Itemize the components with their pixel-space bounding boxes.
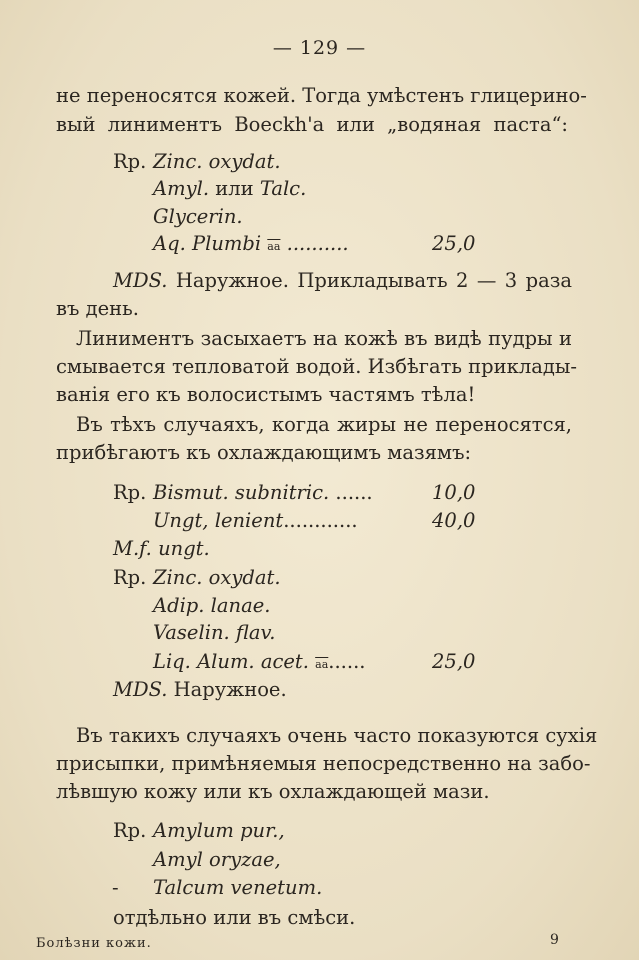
recipe-1-amount: 25,0	[432, 232, 476, 255]
recipe-4-ingredient-1: Amylum pur.,	[153, 819, 285, 842]
recipe-3-mds-line	[113, 678, 287, 702]
recipe-2-ingredient-1	[153, 481, 373, 505]
recipe-1-ingredient-2a: Amyl.	[153, 177, 210, 200]
recipe-3-mds-text: Наружное.	[173, 678, 287, 701]
recipe-1-ingredient-3: Glycerin.	[153, 205, 243, 228]
recipe-1-rp: Rp.	[113, 150, 147, 173]
paragraph-2-line-3: ванія его къ волосистымъ частямъ тѣла!	[56, 383, 476, 406]
recipe-3-ingredient-2: Adip. lanae.	[153, 594, 271, 617]
recipe-1-ingredient-1: Zinc. oxydat.	[153, 150, 281, 173]
paragraph-2-line-2: смывается тепловатой водой. Избѣгать приклады-	[56, 355, 577, 378]
recipe-3-ingredient-1: Zinc. oxydat.	[153, 566, 281, 589]
recipe-3-ingredient-4	[153, 650, 365, 677]
paragraph-1-line-1: не переносятся кожей. Тогда умѣстенъ глицерино-	[56, 84, 587, 107]
recipe-1-mds-text: Наружное. Прикладывать 2 — 3 раза	[175, 269, 572, 292]
recipe-3-amount: 25,0	[432, 650, 476, 673]
recipe-2-amount-2: 40,0	[432, 509, 476, 532]
footer-section-title: Болѣзни кожи.	[36, 936, 152, 951]
paragraph-3-line-1: Въ тѣхъ случаяхъ, когда жиры не переносятся,	[76, 413, 572, 436]
recipe-1-mds-line	[113, 269, 572, 293]
recipe-2-mf: M.f. ungt.	[113, 537, 210, 560]
recipe-2-ingredient-1-name: Bismut. subnitric.	[153, 481, 330, 504]
paragraph-2-line-1: Линиментъ засыхаетъ на кожѣ въ видѣ пудры и	[76, 327, 572, 350]
recipe-2-ingredient-2-name: Ungt, lenient	[153, 509, 284, 532]
recipe-1-mds: MDS.	[113, 269, 168, 292]
recipe-2-amount-1: 10,0	[432, 481, 476, 504]
recipe-1-mds-continuation: въ день.	[56, 297, 139, 320]
recipe-2-ingredient-2	[153, 509, 358, 533]
recipe-2-ingredient-1-dots: ......	[335, 481, 373, 504]
page-number: — 129 —	[272, 37, 367, 59]
recipe-1-ingredient-2b: Talc.	[259, 177, 307, 200]
paragraph-3-line-2: прибѣгаютъ къ охлаждающимъ мазямъ:	[56, 441, 472, 464]
recipe-4-mark: -	[112, 876, 119, 899]
recipe-4-ingredient-3: Talcum venetum.	[153, 876, 323, 899]
paragraph-4-line-1: Въ такихъ случаяхъ очень часто показуются сухія	[76, 724, 598, 747]
recipe-1-ingredient-2	[153, 177, 306, 201]
recipe-4-ingredient-2: Amyl oryzae,	[153, 848, 281, 871]
paragraph-1-line-2: вый линиментъ Boeckh'a или „водяная паста“:	[56, 113, 568, 136]
recipe-3-ingredient-3: Vaselin. flav.	[153, 621, 276, 644]
paragraph-4-line-2: присыпки, примѣняемыя непосредственно на забо-	[56, 752, 591, 775]
recipe-1-aa-mark: $\overline{aa}$	[267, 240, 281, 253]
recipe-3-ingredient-4-name: Liq. Alum. acet.	[153, 650, 309, 673]
paragraph-4-line-3: лѣвшую кожу или къ охлаждающей мази.	[56, 780, 490, 803]
recipe-1-ingredient-4	[153, 232, 349, 259]
recipe-3-mds: MDS.	[113, 678, 168, 701]
recipe-3-aa-mark: $\overline{aa}$	[315, 658, 329, 671]
recipe-4-closing: отдѣльно или въ смѣси.	[113, 906, 356, 929]
recipe-3-rp: Rp.	[113, 566, 147, 589]
footer-signature-number: 9	[550, 932, 559, 948]
recipe-1-ingredient-4-name: Aq. Plumbi	[153, 232, 262, 255]
recipe-2-rp: Rp.	[113, 481, 147, 504]
recipe-2-ingredient-2-dots: ............	[283, 509, 358, 532]
recipe-3-dots: ......	[328, 650, 366, 673]
recipe-4-rp: Rp.	[113, 819, 147, 842]
recipe-1-or-word: или	[215, 177, 254, 200]
recipe-1-dots: ..........	[286, 232, 349, 255]
